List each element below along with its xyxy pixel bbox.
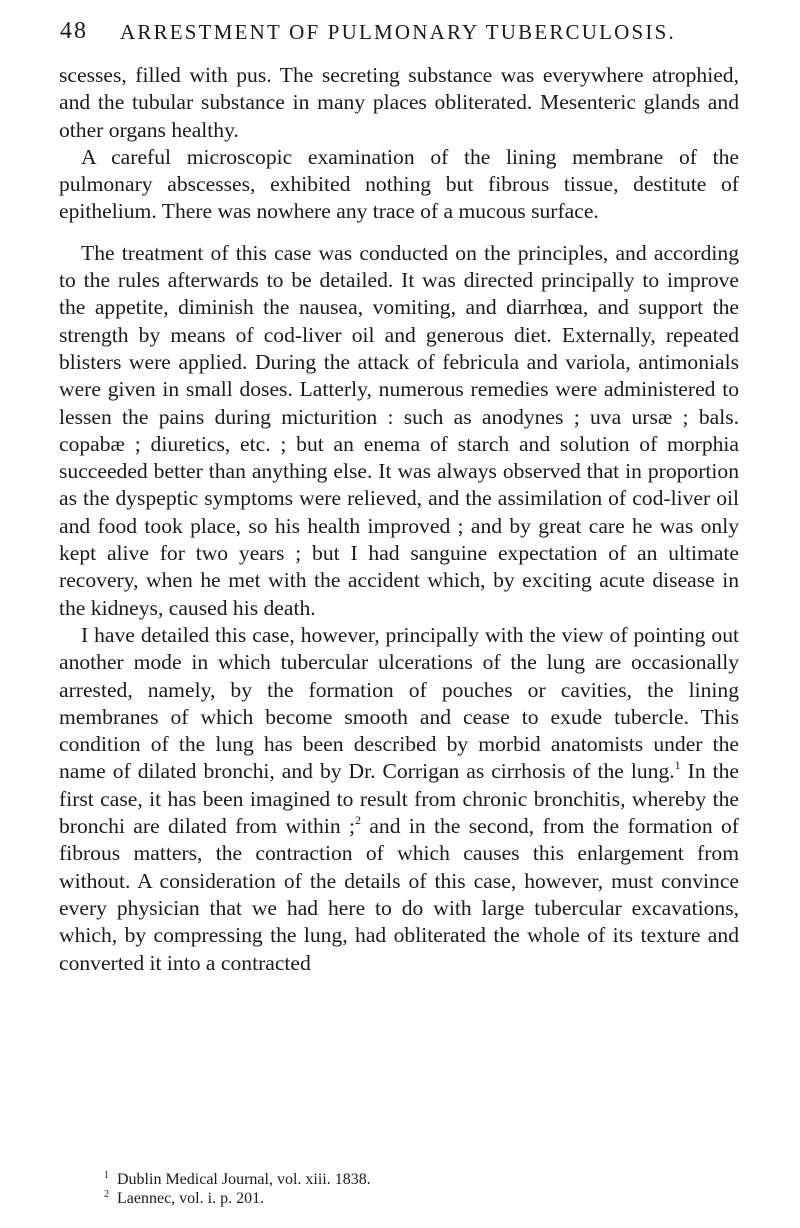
paragraph-text-part-2: In the first case, it has been imagined to result from chronic bronchitis, whereby the bronchi are dilated from within ;	[59, 759, 740, 839]
paragraph-detailed-case	[59, 622, 739, 977]
paragraph-microscopic-examination: A careful microscopic examination of the lining membrane of the pulmonary abscesses, exhibited nothing but fibrous tissue, destitute of epithelium. There was nowhere any trace of a mucous surface.	[59, 144, 739, 224]
footnote-ref-1: 1	[674, 758, 681, 773]
footnote-text: Dublin Medical Journal, vol. xiii. 1838.	[117, 1171, 371, 1188]
footnote-mark: 1	[104, 1170, 109, 1181]
running-title: ARRESTMENT OF PULMONARY TUBERCULOSIS.	[120, 20, 676, 44]
paragraph-text-part-3: and in the second, from the formation of fibrous matters, the contraction of which causes this enlargement from without. A consideration of the details of this case, however, must convince every physician that we had here to do with large tubercular excavations, which, by compressing the lung, had obliterated the whole of its texture and converted it into a contracted	[59, 814, 739, 975]
paragraph-treatment: The treatment of this case was conducted on the principles, and according to the rules afterwards to be detailed. It was directed principally to improve the appetite, diminish the nausea, vomiting, and diarrhœa, and support the strength by means of cod-liver oil and generous diet. Externally, repeated blisters were applied. During the attack of febricula and variola, antimonials were given in small doses. Latterly, numerous remedies were administered to lessen the pains during micturition : such as anodynes ; uva ursæ ; bals. copabæ ; diuretics, etc. ; but an enema of starch and solution of morphia succeeded better than anything else. It was always observed that in proportion as the dyspeptic symptoms were relieved, and the assimilation of cod-liver oil and food took place, so his health improved ; and by great care he was only kept alive for two years ; but I had sanguine expectation of an ultimate recovery, when he met with the accident which, by exciting acute disease in the kidneys, caused his death.	[59, 240, 739, 620]
footnote-ref-2: 2	[354, 813, 361, 828]
paragraph-text-part-1: I have detailed this case, however, principally with the view of pointing out another mode in which tubercular ulcerations of the lung are occasionally arrested, namely, by the formation of pouches or cavities, the lining membranes of which become smooth and cease to exude tubercle. This condition of the lung has been described by morbid anatomists under the name of dilated bronchi, and by Dr. Corrigan as cirrhosis of the lung.	[59, 622, 739, 784]
running-head	[60, 18, 720, 48]
paragraph-continued: scesses, filled with pus. The secreting substance was everywhere atrophied, and the tubular substance in many places obliterated. Mesenteric glands and other organs healthy.	[59, 63, 739, 142]
footnote-mark: 2	[104, 1189, 109, 1200]
page-number: 48	[60, 18, 88, 44]
footnote-1	[104, 1170, 724, 1189]
body-text	[59, 62, 739, 977]
footnote-2	[104, 1189, 724, 1208]
footnotes	[104, 1170, 724, 1208]
footnote-text: Laennec, vol. i. p. 201.	[117, 1190, 265, 1207]
